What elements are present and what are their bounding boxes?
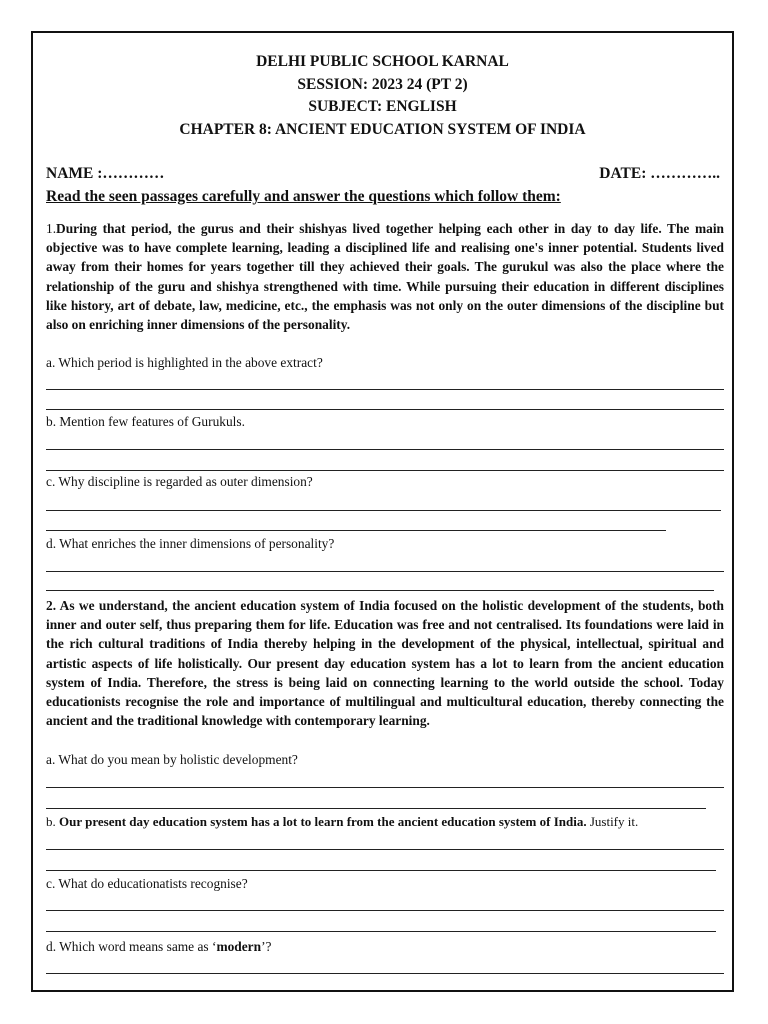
question-2b-prefix: b. [46,814,59,829]
question-2d-word: modern [216,939,262,954]
answer-line[interactable] [46,571,724,572]
passage-1-text: During that period, the gurus and their shishyas lived together helping each other in day to day life. The main objective was to have complete learning, leading a disciplined life and realising one's inner potential. Students lived away from their homes for years together till they achieved their goals. The gurukul was also the place where the relationship of the guru and shishya strengthened with time. While pursuing their education in different disciplines like history, art of debate, law, medicine, etc., the emphasis was not only on the outer dimensions of the discipline but also on enriching inner dimensions of the personality. [46,221,724,333]
question-2b-statement: Our present day education system has a lot to learn from the ancient education system of India. [59,814,587,829]
answer-line[interactable] [46,510,721,511]
answer-line[interactable] [46,470,724,471]
answer-line[interactable] [46,530,666,531]
worksheet-page [31,31,734,992]
answer-line[interactable] [46,787,724,788]
question-2b-suffix: Justify it. [586,814,639,829]
subject-line: SUBJECT: ENGLISH [308,98,457,115]
date-field: DATE: ………….. [599,165,720,182]
school-name: DELHI PUBLIC SCHOOL KARNAL [256,53,509,70]
question-2c: c. What do educationatists recognise? [46,876,248,891]
question-1d: d. What enriches the inner dimensions of personality? [46,536,335,551]
question-1c: c. Why discipline is regarded as outer dimension? [46,474,313,489]
answer-line[interactable] [46,389,724,390]
answer-line[interactable] [46,931,716,932]
passage-1 [46,219,724,334]
question-2d-prefix: d. Which word means same as ‘ [46,939,217,954]
answer-line[interactable] [46,449,724,450]
name-field: NAME :………… [46,165,165,182]
question-2b [46,814,638,830]
answer-line[interactable] [46,973,724,974]
question-2d-suffix: ’? [261,939,272,954]
answer-line[interactable] [46,590,714,591]
answer-line[interactable] [46,870,716,871]
answer-line[interactable] [46,849,724,850]
question-1a: a. Which period is highlighted in the above extract? [46,355,323,370]
question-2d [46,939,271,955]
passage-2: 2. As we understand, the ancient education system of India focused on the holistic development of the students, both inner and outer self, thus preparing them for life. Education was free and not centralised. Its foundations were laid in the rich cultural traditions of India thereby helping in the development of the physical, intellectual, spiritual and artistic aspects of life holistically. Our present day education system has a lot to learn from the ancient education system of India. Therefore, the stress is being laid on connecting learning to the world outside the school. Today educationists recognise the role and importance of multilingual and multicultural education, thereby connecting the ancient and the traditional knowledge with contemporary learning. [46,598,724,729]
passage-1-number: 1. [46,221,57,236]
question-1b: b. Mention few features of Gurukuls. [46,414,245,429]
answer-line[interactable] [46,910,724,911]
question-2a: a. What do you mean by holistic development? [46,752,298,767]
instruction: Read the seen passages carefully and answer the questions which follow them: [46,188,561,205]
session-line: SESSION: 2023 24 (PT 2) [297,76,468,93]
answer-line[interactable] [46,409,724,410]
answer-line[interactable] [46,808,706,809]
chapter-title: CHAPTER 8: ANCIENT EDUCATION SYSTEM OF INDIA [179,121,586,138]
